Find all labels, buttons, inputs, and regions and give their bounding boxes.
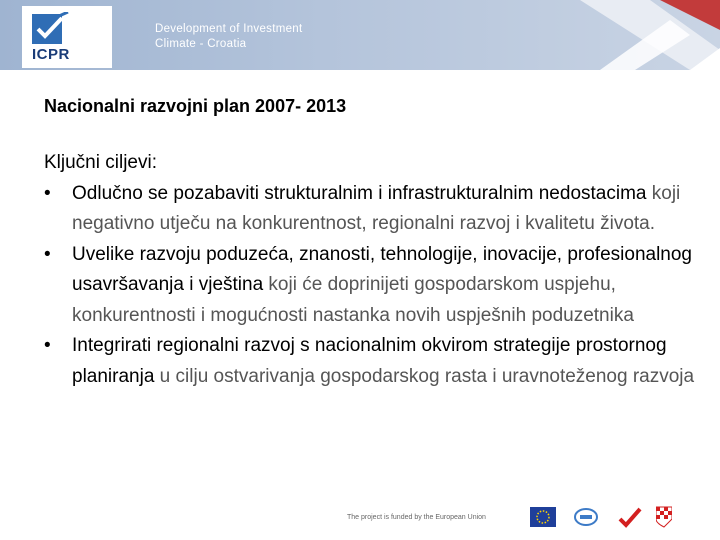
croatia-logo-icon [618, 506, 642, 528]
eu-flag-icon [530, 506, 556, 528]
header-band [0, 0, 720, 70]
bullet-secondary-text: u cilju ostvarivanja gospodarskog rasta i uravnoteženog razvoja [154, 365, 695, 387]
slide-title: Nacionalni razvojni plan 2007- 2013 [44, 96, 347, 116]
footer-logos [530, 506, 690, 530]
bullet-item [44, 331, 704, 392]
intro-text: Ključni ciljevi: [44, 152, 157, 173]
logo-text: ICPR [32, 46, 70, 63]
bullet-main-text: Uvelike razvoju poduzeća, znanosti, tehnologije, inovacije, profesionalnog usavršavanja i vještina [72, 243, 692, 295]
bullet-main-text: Integrirati regionalni razvoj s nacionalnim okvirom strategije prostornog planiranja [72, 335, 667, 387]
checkmark-logo-icon [32, 12, 70, 46]
croatia-coat-of-arms-icon [656, 506, 672, 528]
header-title-line1: Development of Investment [155, 23, 303, 35]
bullet-item [44, 179, 704, 240]
bullet-marker: • [44, 335, 51, 356]
bullet-main-text: Odlučno se pozabaviti strukturalnim i infrastrukturalnim nedostacima [72, 182, 647, 204]
header-decoration-icon [540, 0, 720, 70]
icpr-logo [22, 6, 112, 68]
bullet-marker: • [44, 243, 51, 265]
header-title [155, 22, 303, 52]
bullet-secondary-text: koji negativno utječu na konkurentnost, regionalni razvoj i kvalitetu života. [72, 182, 681, 234]
header-title-line2: Climate - Croatia [155, 38, 247, 50]
footer-funding-text: The project is funded by the European Union [347, 514, 486, 521]
bullet-marker: • [44, 182, 51, 204]
slide-content [44, 148, 704, 392]
bullet-secondary-text: koji će doprinijeti gospodarskom uspjehu, konkurentnosti i mogućnosti nastanka novih uspješnih poduzetnika [72, 274, 634, 326]
bullet-item [44, 240, 704, 332]
partner-logo-icon [574, 506, 598, 528]
